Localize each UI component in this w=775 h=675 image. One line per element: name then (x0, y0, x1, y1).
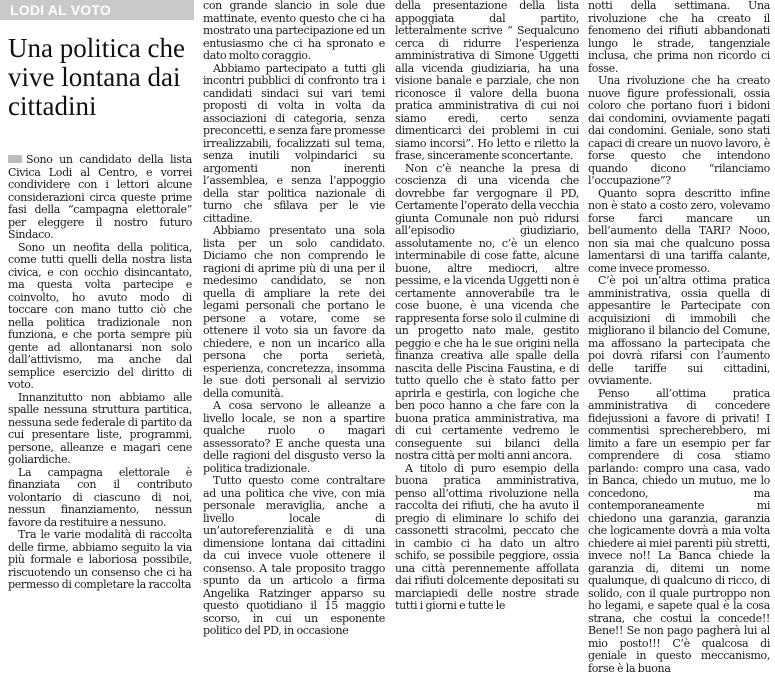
section-kicker: LODI AL VOTO (0, 0, 194, 20)
article-headline: Una politica che vive lontana dai cittadini (8, 34, 194, 121)
paragraph: Sono un neofita della politica, come tutti quelli della nostra lista civica, e con occhio disincantato, ma questa volta partecipe e coinvolto, ho avuto modo di toccare con mano tutto ciò che nella politica tradizionale non funziona, e che porta sempre più gente ad allontanarsi non solo dall’attivismo, ma anche dal semplice esercizio del diritto di voto. (8, 242, 192, 392)
paragraph: Tra le varie modalità di raccolta delle firme, abbiamo seguito la via più formale e laboriosa possibile, riscuotendo un consenso che ci ha permesso di completare la raccolta (8, 529, 192, 592)
paragraph: A titolo di puro esempio della buona pratica amministrativa, penso all’ottima rivoluzione nella raccolta dei rifiuti, che ha avuto il pregio di eliminare lo schifo dei cassonetti stracolmi, peccato che in cambio ci ha dato un altro schifo, se possibile peggiore, ossia una città perennemente affollata dai rifiuti dolcemente depositati su marciapiedi delle nostre strade tutti i giorni e tutte le (395, 463, 579, 613)
paragraph: Non c’è neanche la presa di coscienza di una vicenda che dovrebbe far vergognare il PD, Certamente l’operato della vecchia giunta Comunale non può ridursi all’episodio giudiziario, assolutamente no, c’è un elenco interminabile di cose fatte, alcune buone, altre mediocri, altre pessime, e la vicenda Uggetti non è certamente annoverabile tra le cose buone, è una vicenda che rappresenta forse solo il culmine di un progetto nato male, gestito peggio e che ha le sue origini nella finanza creativa alle spalle della nascita delle Piscina Faustina, e di tutto quello che è stato fatto per aprirla e gestirla, con logiche che ben poco hanno a che fare con la buona pratica amministrativa, ma di cui certamente vedremo le conseguente sui bilanci della nostra città per molti anni ancora. (395, 163, 579, 463)
column-3 (395, 0, 579, 600)
column-2 (203, 0, 385, 600)
paragraph: La campagna elettorale è finanziata con il contributo volontario di ciascuno di noi, nessun finanziamento, nessun favore da restituire a nessuno. (8, 467, 192, 530)
paragraph: Abbiamo presentato una sola lista per un solo candidato. Diciamo che non comprendo le ragioni di aprime più di una per il medesimo candidato, se non quella di ampliare la rete dei legami personali che portano le persone a votare, come se ottenere il voto sia un favore da chiedere, e non un incarico alla persona che porta serietà, esperienza, concretezza, insomma le sue doti personali al servizio della comunità. (203, 225, 385, 400)
paragraph: Abbiamo partecipato a tutti gli incontri pubblici di confronto tra i candidati sindaci sui vari temi proposti di volta in volta da associazioni di categoria, senza preconcetti, e senza fare promesse irrealizzabili, focalizzati sul tema, senza inutili volpindarici su argomenti non inerenti l’assemblea, e senza l’appoggio della star politica nazionale di turno che sfilava per le vie cittadine. (203, 63, 385, 226)
paragraph: C’è poi un’altra ottima pratica amministrativa, ossia quella di appesantire le Partecipate con acquisizioni di immobili che migliorano il bilancio del Comune, ma affossano la partecipata che poi dovrà rifarsi con l’aumento delle tariffe sui cittadini, ovviamente. (588, 275, 770, 388)
paragraph: Tutto questo come contraltare ad una politica che vive, con mia personale meraviglia, anche a livello locale di un’autoreferenzialità e di una dimensione lontana dai cittadini da cui invece vuole ottenere il consenso. A tale proposito traggo spunto da un articolo a firma Angelika Ratzinger apparso su questo quotidiano il 15 maggio scorso, in cui un esponente politico del PD, in occasione (203, 475, 385, 638)
paragraph: Sono un candidato della lista Civica Lodi al Centro, e vorrei condividere con i lettori alcune considerazioni circa queste prime fasi della “campagna elettorale” per eleggere il nostro futuro Sindaco. (8, 154, 192, 242)
paragraph: notti della settimana. Una rivoluzione che ha creato il fenomeno dei rifiuti abbandonati lungo le strade, tangenziale inclusa, che prima non ricordo ci fosse. (588, 0, 770, 75)
column-4 (588, 0, 770, 600)
paragraph: Una rivoluzione che ha creato nuove figure professionali, ossia coloro che portano fuori i bidoni dai condomini, ovviamente pagati dai condomini. Geniale, sono stati capaci di creare un nuovo lavoro, è forse questo che intendono quando dicono “rilanciamo l’occupazione”? (588, 75, 770, 188)
paragraph: con grande slancio in sole due mattinate, evento questo che ci ha mostrato una partecipazione ed un entusiasmo che ci ha spronato e dato molto coraggio. (203, 0, 385, 63)
paragraph: Penso all’ottima pratica amministrativa di concedere fidejussioni a favore di privati! I commentisi sprecherebbero, mi limito a fare un esempio per far comprendere di cosa stiamo parlando: compro una casa, vado in Banca, chiedo un mutuo, me lo concedono, ma contemporaneamente mi chiedono una garanzia, garanzia che logicamente dovrà a mia volta chiedere ai miei parenti più stretti, invece no!! La Banca chiede la garanzia di, ditemi un nome qualunque, di qualcuno di ricco, di solido, con il quale purtroppo non ho legami, e sapete qual è la cosa strana, che costui la concede!! Bene!! Se non pago pagherà lui al mio posto!!! C’è qualcosa di geniale in questo meccanismo, forse è la buona (588, 388, 770, 675)
paragraph: Innanzitutto non abbiamo alle spalle nessuna struttura partitica, nessuna sede federale di partito da cui presentare liste, programmi, persone, alleanze e magari cene goliardiche. (8, 392, 192, 467)
column-1 (8, 154, 192, 600)
paragraph: A cosa servono le alleanze a livello locale, se non a spartire qualche ruolo o magari assessorato? E anche questa una delle ragioni del disgusto verso la politica tradizionale. (203, 400, 385, 475)
lead-square-icon (8, 155, 22, 163)
paragraph: Quanto sopra descritto infine non è stato a costo zero, volevamo forse farci mancare un bell’aumento della TARI? Nooo, non sia mai che qualcuno possa lamentarsi di una tariffa calante, come invece promesso. (588, 188, 770, 276)
paragraph: della presentazione della lista appoggiata dal partito, letteralmente scrive “ Sequalcuno cerca di ridurre l’esperienza amministrativa di Simone Uggetti alla vicenda giudiziaria, ha una visione banale e parziale, che non riconosce il valore della buona pratica amministrativa di cui noi siamo eredi, certo senza dimenticarci dei problemi in cui siamo incorsi”. Ho letto e riletto la frase, sinceramente sconcertante. (395, 0, 579, 163)
